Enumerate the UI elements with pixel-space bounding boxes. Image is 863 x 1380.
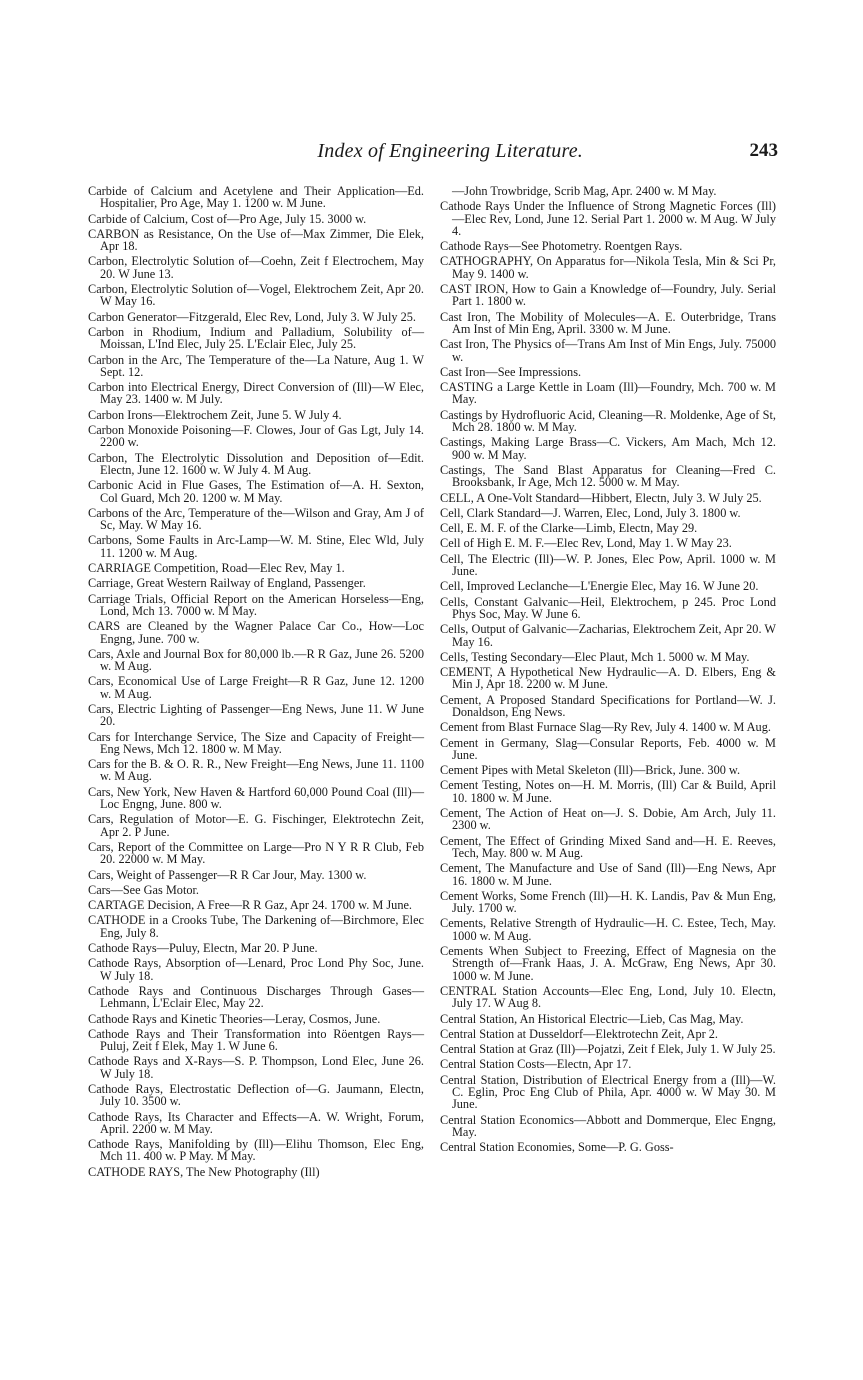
index-entry: Carbon in the Arc, The Temperature of the—La Nature, Aug 1. W Sept. 12. (88, 352, 424, 379)
index-entry: CATHOGRAPHY, On Apparatus for—Nikola Tesla, Min & Sci Pr, May 9. 1400 w. (440, 254, 776, 281)
index-entry: Carbons of the Arc, Temperature of the—Wilson and Gray, Am J of Sc, May. W May 16. (88, 505, 424, 533)
index-entry: CELL, A One-Volt Standard—Hibbert, Electn, July 3. W July 25. (440, 490, 762, 505)
index-entry: Carbide of Calcium and Acetylene and Their Application—Ed. Hospitalier, Pro Age, May 1. 1200 w. M June. (88, 184, 424, 211)
index-entry: Cars—See Gas Motor. (88, 882, 200, 897)
index-entry: Cathode Rays, Its Character and Effects—A. W. Wright, Forum, April. 2200 w. M May. (88, 1109, 424, 1136)
index-entry: Cements When Subject to Freezing, Effect of Magnesia on the Strength of—Frank Haas, J. A. McGraw, Eng News, Apr 30. 1000 w. M June. (440, 944, 776, 983)
index-entry: Cells, Constant Galvanic—Heil, Elektrochem, p 245. Proc Lond Phys Soc, May. W June 6. (440, 594, 776, 621)
page-title: Index of Engineering Literature. (317, 140, 583, 162)
index-entry: —John Trowbridge, Scrib Mag, Apr. 2400 w. M May. (452, 184, 717, 198)
index-entry: Cement Testing, Notes on—H. M. Morris, (Ill) Car & Build, April 10. 1800 w. M June. (440, 778, 776, 805)
right-column (440, 185, 776, 1156)
index-entry: Cars, New York, New Haven & Hartford 60,000 Pound Coal (Ill)—Loc Engng, June. 800 w. (88, 784, 424, 812)
index-entry: Castings by Hydrofluoric Acid, Cleaning—R. Moldenke, Age of St, Mch 28. 1800 w. M May. (440, 407, 776, 435)
index-entry: Cement, A Proposed Standard Specifications for Portland—W. J. Donaldson, Eng News. (440, 692, 776, 719)
left-column (88, 185, 424, 1181)
index-entry: Carriage Trials, Official Report on the American Horseless—Eng, Lond, Mch 13. 7000 w. M May. (88, 591, 424, 618)
index-entry: Castings, The Sand Blast Apparatus for Cleaning—Fred C. Brooksbank, Ir Age, Mch 12. 5000 w. M May. (440, 462, 776, 490)
index-entry: Cement Pipes with Metal Skeleton (Ill)—Brick, June. 300 w. (440, 763, 741, 778)
index-entry: Cathode Rays and Their Transformation into Röentgen Rays—Puluj, Zeit f Elek, May 1. W June 6. (88, 1026, 424, 1054)
index-entry: CATHODE in a Crooks Tube, The Darkening of—Birchmore, Elec Eng, July 8. (88, 913, 424, 940)
index-entry: Cathode Rays—Puluy, Electn, Mar 20. P June. (88, 941, 318, 956)
index-entry: Cathode Rays, Electrostatic Deflection of—G. Jaumann, Electn, July 10. 3500 w. (88, 1082, 424, 1109)
index-entry: Carbon, The Electrolytic Dissolution and Deposition of—Edit. Electn, June 12. 1600 w. W July 4. M Aug. (88, 450, 424, 477)
index-entry: Cars for Interchange Service, The Size and Capacity of Freight—Eng News, Mch 12. 1800 w. M May. (88, 729, 424, 756)
index-entry: Cement in Germany, Slag—Consular Reports, Feb. 4000 w. M June. (440, 735, 776, 762)
index-entry: Central Station Economics—Abbott and Dommerque, Elec Engng, May. (440, 1112, 776, 1139)
index-entry: Cast Iron—See Impressions. (440, 364, 582, 379)
index-entry: Central Station at Graz (Ill)—Pojatzi, Zeit f Elek, July 1. W July 25. (440, 1042, 776, 1057)
index-entry: Central Station, An Historical Electric—Lieb, Cas Mag, May. (440, 1011, 744, 1026)
index-entry: Carbon Generator—Fitzgerald, Elec Rev, Lond, July 3. W July 25. (88, 309, 416, 324)
index-entry: Carbon in Rhodium, Indium and Palladium, Solubility of—Moissan, L'Ind Elec, July 25. L'Eclair Elec, July 25. (88, 324, 424, 352)
index-entry: Cars, Axle and Journal Box for 80,000 lb.—R R Gaz, June 26. 5200 w. M Aug. (88, 646, 424, 674)
index-entry: Carbon Monoxide Poisoning—F. Clowes, Jour of Gas Lgt, July 14. 2200 w. (88, 423, 424, 450)
index-entry: Cells, Testing Secondary—Elec Plaut, Mch 1. 5000 w. M May. (440, 649, 750, 664)
index-entry: Cathode Rays Under the Influence of Strong Magnetic Forces (Ill)—Elec Rev, Lond, June 12. Serial Part 1. 2000 w. M Aug. W July 4. (440, 199, 776, 238)
page-header (88, 140, 778, 170)
index-entry: CATHODE RAYS, The New Photography (Ill) (88, 1164, 320, 1179)
index-entry: Cements, Relative Strength of Hydraulic—H. C. Estee, Tech, May. 1000 w. M Aug. (440, 916, 776, 943)
index-entry: Central Station Costs—Electn, Apr 17. (440, 1057, 632, 1072)
index-entry: Cell, The Electric (Ill)—W. P. Jones, Elec Pow, April. 1000 w. M June. (440, 551, 776, 579)
index-entry: Carbon into Electrical Energy, Direct Conversion of (Ill)—W Elec, May 23. 1400 w. M July. (88, 380, 424, 407)
index-entry: CENTRAL Station Accounts—Elec Eng, Lond, July 10. Electn, July 17. W Aug 8. (440, 983, 776, 1011)
index-entry: Cement from Blast Furnace Slag—Ry Rev, July 4. 1400 w. M Aug. (440, 720, 771, 735)
index-entry: Carbon, Electrolytic Solution of—Coehn, Zeit f Electrochem, May 20. W June 13. (88, 254, 424, 281)
index-entry: Cathode Rays—See Photometry. Roentgen Rays. (440, 239, 683, 254)
index-entry: Cathode Rays and Kinetic Theories—Leray, Cosmos, June. (88, 1011, 381, 1026)
index-entry: Cast Iron, The Mobility of Molecules—A. E. Outerbridge, Trans Am Inst of Min Eng, April. 3300 w. M June. (440, 309, 776, 336)
index-entry: Carbons, Some Faults in Arc-Lamp—W. M. Stine, Elec Wld, July 11. 1200 w. M Aug. (88, 533, 424, 560)
index-entry: Carbon Irons—Elektrochem Zeit, June 5. W July 4. (88, 407, 342, 422)
index-entry: Castings, Making Large Brass—C. Vickers, Am Mach, Mch 12. 900 w. M May. (440, 435, 776, 462)
index-entry: Cast Iron, The Physics of—Trans Am Inst of Min Engs, July. 75000 w. (440, 337, 776, 364)
index-entry: Cathode Rays, Absorption of—Lenard, Proc Lond Phy Soc, June. W July 18. (88, 956, 424, 983)
index-entry: CARRIAGE Competition, Road—Elec Rev, May 1. (88, 561, 345, 576)
index-entry: Cell of High E. M. F.—Elec Rev, Lond, May 1. W May 23. (440, 536, 732, 551)
index-entry: Carriage, Great Western Railway of England, Passenger. (88, 576, 366, 591)
index-entry: CEMENT, A Hypothetical New Hydraulic—A. D. Elbers, Eng & Min J, Apr 18. 2200 w. M June. (440, 665, 776, 692)
index-entry: Cement Works, Some French (Ill)—H. K. Landis, Pav & Mun Eng, July. 1700 w. (440, 888, 776, 916)
index-entry: CASTING a Large Kettle in Loam (Ill)—Foundry, Mch. 700 w. M May. (440, 380, 776, 407)
index-entry: Central Station, Distribution of Electrical Energy from a (Ill)—W. C. Eglin, Proc Eng Club of Phila, Apr. 4000 w. W May 30. M June. (440, 1072, 776, 1112)
index-entry: CARTAGE Decision, A Free—R R Gaz, Apr 24. 1700 w. M June. (88, 898, 413, 913)
index-entry: CARS are Cleaned by the Wagner Palace Car Co., How—Loc Engng, June. 700 w. (88, 619, 424, 646)
index-entry: Cars, Regulation of Motor—E. G. Fischinger, Elektrotechn Zeit, Apr 2. P June. (88, 812, 424, 839)
index-entry: CAST IRON, How to Gain a Knowledge of—Foundry, July. Serial Part 1. 1800 w. (440, 282, 776, 309)
index-entry: Carbon, Electrolytic Solution of—Vogel, Elektrochem Zeit, Apr 20. W May 16. (88, 282, 424, 309)
index-entry: Cathode Rays and Continuous Discharges Through Gases—Lehmann, L'Eclair Elec, May 22. (88, 983, 424, 1011)
index-entry: Cell, E. M. F. of the Clarke—Limb, Electn, May 29. (440, 521, 698, 536)
index-entry: Cells, Output of Galvanic—Zacharias, Elektrochem Zeit, Apr 20. W May 16. (440, 622, 776, 649)
index-entry: Central Station at Dusseldorf—Elektrotechn Zeit, Apr 2. (440, 1026, 718, 1041)
index-entry: Cars, Report of the Committee on Large—Pro N Y R R Club, Feb 20. 22000 w. M May. (88, 839, 424, 867)
index-entry: Cement, The Manufacture and Use of Sand (Ill)—Eng News, Apr 16. 1800 w. M June. (440, 861, 776, 888)
index-entry: Carbonic Acid in Flue Gases, The Estimation of—A. H. Sexton, Col Guard, Mch 20. 1200 w. M May. (88, 478, 424, 505)
index-entry: Cement, The Action of Heat on—J. S. Dobie, Am Arch, July 11. 2300 w. (440, 806, 776, 833)
index-entry: Cement, The Effect of Grinding Mixed Sand and—H. E. Reeves, Tech, May. 800 w. M Aug. (440, 833, 776, 860)
index-entry: Cars for the B. & O. R. R., New Freight—Eng News, June 11. 1100 w. M Aug. (88, 757, 424, 784)
index-entry: Cell, Clark Standard—J. Warren, Elec, Lond, July 3. 1800 w. (440, 505, 741, 520)
index-entry: Cell, Improved Leclanche—L'Energie Elec, May 16. W June 20. (440, 579, 759, 594)
index-entry: Cars, Electric Lighting of Passenger—Eng News, June 11. W June 20. (88, 701, 424, 729)
index-entry: Cathode Rays and X-Rays—S. P. Thompson, Lond Elec, June 26. W July 18. (88, 1054, 424, 1081)
index-entry: Cars, Weight of Passenger—R R Car Jour, May. 1300 w. (88, 867, 367, 882)
index-entry: Cathode Rays, Manifolding by (Ill)—Elihu Thomson, Elec Eng, Mch 11. 400 w. P May. M May. (88, 1137, 424, 1164)
index-entry: CARBON as Resistance, On the Use of—Max Zimmer, Die Elek, Apr 18. (88, 226, 424, 254)
index-entry: Carbide of Calcium, Cost of—Pro Age, July 15. 3000 w. (88, 211, 367, 226)
page-number: 243 (749, 140, 778, 161)
index-entry: Central Station Economies, Some—P. G. Goss- (440, 1140, 674, 1155)
index-entry: Cars, Economical Use of Large Freight—R R Gaz, June 12. 1200 w. M Aug. (88, 674, 424, 701)
